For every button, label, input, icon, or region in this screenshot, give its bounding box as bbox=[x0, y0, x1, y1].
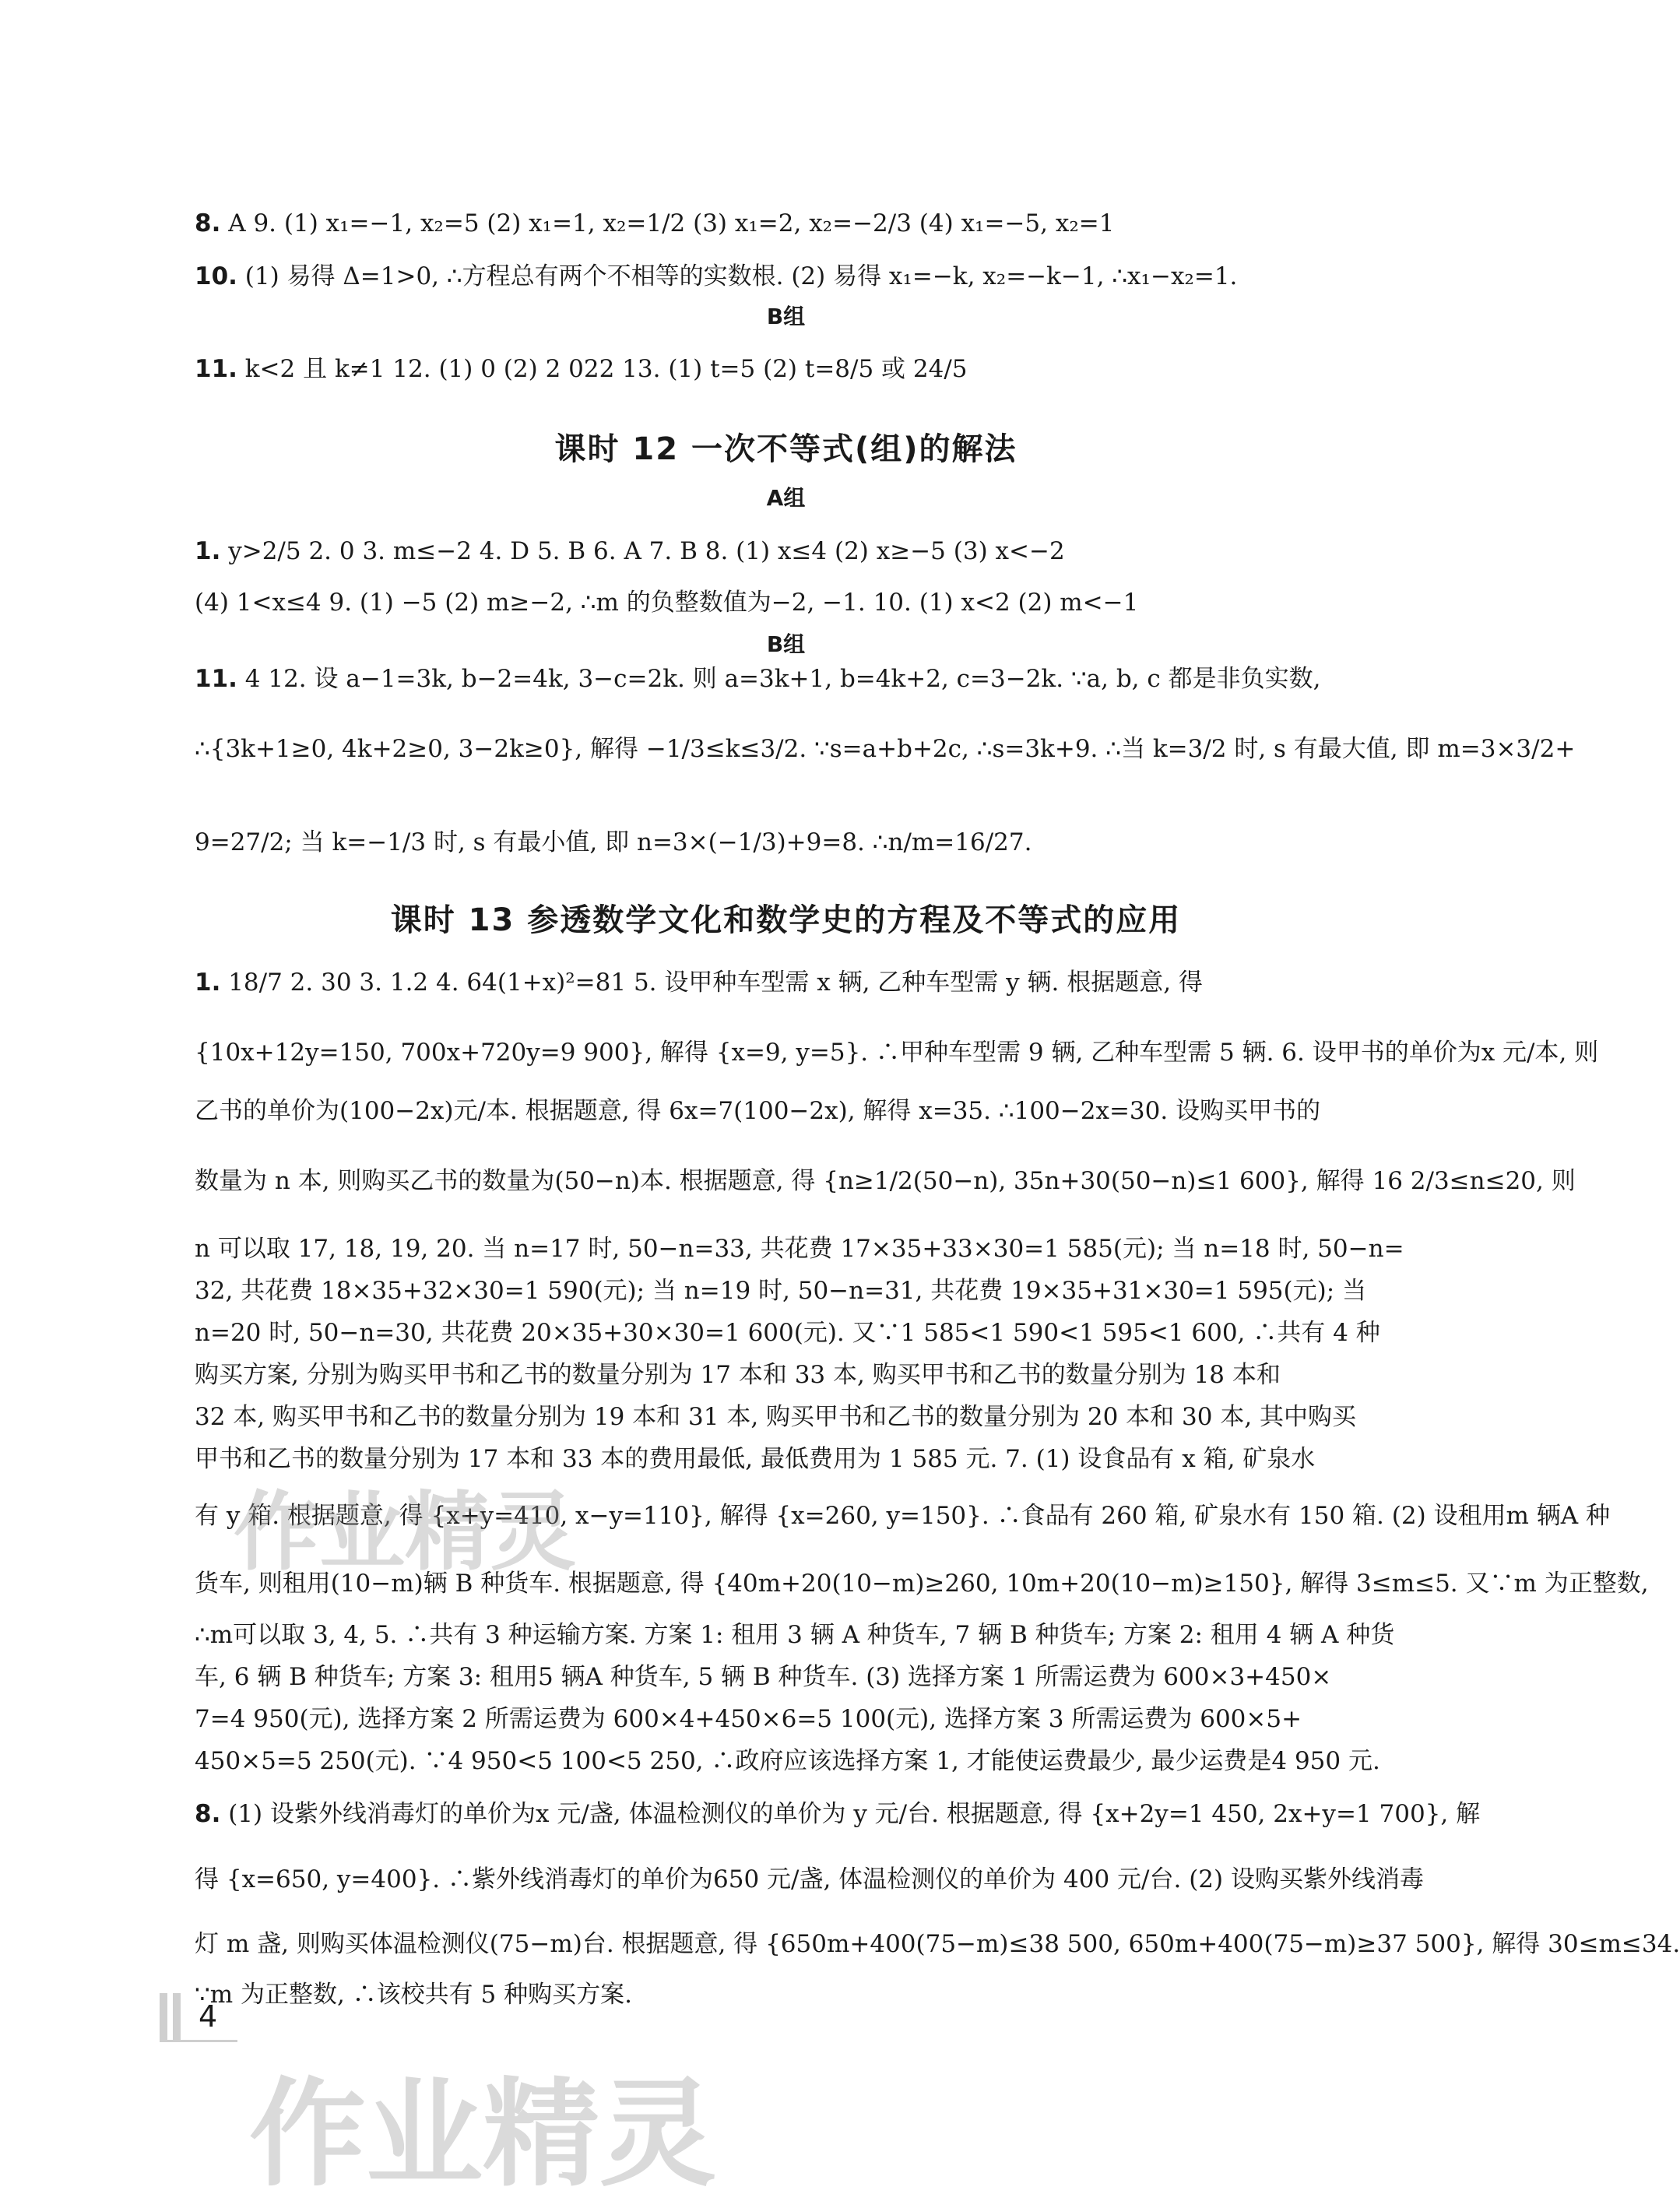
page-number: 4 bbox=[199, 1999, 218, 2034]
answer-line: (4) 1<x≤4 9. (1) −5 (2) m≥−2, ∴m 的负整数值为−2, −1. 10. (1) x<2 (2) m<−1 bbox=[195, 589, 1139, 617]
answer-line: 8. (1) 设紫外线消毒灯的单价为x 元/盏, 体温检测仪的单价为 y 元/台. 根据题意, 得 {x+2y=1 450, 2x+y=1 700}, 解 bbox=[195, 1800, 1481, 1828]
watermark: 作业精灵 bbox=[234, 1482, 576, 1582]
answer-line: 11. 4 12. 设 a−1=3k, b−2=4k, 3−c=2k. 则 a=3k+1, b=4k+2, c=3−2k. ∵a, b, c 都是非负实数, bbox=[195, 665, 1321, 693]
watermark: 作业精灵 bbox=[249, 2067, 717, 2203]
answer-line: 有 y 箱. 根据题意, 得 {x+y=410, x−y=110}, 解得 {x=260, y=150}. ∴食品有 260 箱, 矿泉水有 150 箱. (2) 设租用m 辆A 种 bbox=[195, 1502, 1611, 1530]
answer-line: ∵m 为正整数, ∴该校共有 5 种购买方案. bbox=[195, 1981, 632, 2009]
answer-line: n=20 时, 50−n=30, 共花费 20×35+30×30=1 600(元). 又∵1 585<1 590<1 595<1 600, ∴共有 4 种 bbox=[195, 1319, 1380, 1347]
answer-line: 购买方案, 分别为购买甲书和乙书的数量分别为 17 本和 33 本, 购买甲书和乙书的数量分别为 18 本和 bbox=[195, 1361, 1281, 1389]
answer-line: 1. y>2/5 2. 0 3. m≤−2 4. D 5. B 6. A 7. B 8. (1) x≤4 (2) x≥−5 (3) x<−2 bbox=[195, 537, 1065, 565]
answer-line: 货车, 则租用(10−m)辆 B 种货车. 根据题意, 得 {40m+20(10−m)≥260, 10m+20(10−m)≥150}, 解得 3≤m≤5. 又∵m 为正整数, bbox=[195, 1570, 1649, 1598]
answer-line: 车, 6 辆 B 种货车; 方案 3: 租用5 辆A 种货车, 5 辆 B 种货车. (3) 选择方案 1 所需运费为 600×3+450× bbox=[195, 1663, 1332, 1691]
answer-line: 8. A 9. (1) x₁=−1, x₂=5 (2) x₁=1, x₂=1/2 (3) x₁=2, x₂=−2/3 (4) x₁=−5, x₂=1 bbox=[195, 209, 1115, 237]
group-label-b: B组 bbox=[766, 631, 806, 657]
answer-line: ∴{3k+1≥0, 4k+2≥0, 3−2k≥0}, 解得 −1/3≤k≤3/2. ∵s=a+b+2c, ∴s=3k+9. ∴当 k=3/2 时, s 有最大值, 即 m=3×3/2+ bbox=[195, 735, 1576, 763]
answer-line: {10x+12y=150, 700x+720y=9 900}, 解得 {x=9, y=5}. ∴甲种车型需 9 辆, 乙种车型需 5 辆. 6. 设甲书的单价为x 元/本, 则 bbox=[195, 1039, 1599, 1067]
group-label-b: B组 bbox=[766, 304, 806, 329]
answer-line: 得 {x=650, y=400}. ∴紫外线消毒灯的单价为650 元/盏, 体温检测仪的单价为 400 元/台. (2) 设购买紫外线消毒 bbox=[195, 1865, 1424, 1893]
page-rule bbox=[160, 2040, 237, 2042]
group-label-a: A组 bbox=[766, 485, 806, 511]
answer-line: 11. k<2 且 k≠1 12. (1) 0 (2) 2 022 13. (1) t=5 (2) t=8/5 或 24/5 bbox=[195, 355, 968, 383]
answer-line: 甲书和乙书的数量分别为 17 本和 33 本的费用最低, 最低费用为 1 585 元. 7. (1) 设食品有 x 箱, 矿泉水 bbox=[195, 1445, 1316, 1473]
answer-line: 乙书的单价为(100−2x)元/本. 根据题意, 得 6x=7(100−2x), 解得 x=35. ∴100−2x=30. 设购买甲书的 bbox=[195, 1097, 1321, 1125]
answer-line: n 可以取 17, 18, 19, 20. 当 n=17 时, 50−n=33, 共花费 17×35+33×30=1 585(元); 当 n=18 时, 50−n= bbox=[195, 1235, 1404, 1263]
answer-line: 灯 m 盏, 则购买体温检测仪(75−m)台. 根据题意, 得 {650m+400(75−m)≤38 500, 650m+400(75−m)≥37 500}, 解得 30≤m≤34. bbox=[195, 1930, 1680, 1958]
answer-line: 1. 18/7 2. 30 3. 1.2 4. 64(1+x)²=81 5. 设甲种车型需 x 辆, 乙种车型需 y 辆. 根据题意, 得 bbox=[195, 969, 1203, 997]
answer-line: 数量为 n 本, 则购买乙书的数量为(50−n)本. 根据题意, 得 {n≥1/2(50−n), 35n+30(50−n)≤1 600}, 解得 16 2/3≤n≤20, 则 bbox=[195, 1167, 1576, 1195]
answer-line: 10. (1) 易得 Δ=1>0, ∴方程总有两个不相等的实数根. (2) 易得 x₁=−k, x₂=−k−1, ∴x₁−x₂=1. bbox=[195, 262, 1238, 290]
answer-line: 32, 共花费 18×35+32×30=1 590(元); 当 n=19 时, 50−n=31, 共花费 19×35+31×30=1 595(元); 当 bbox=[195, 1277, 1367, 1305]
answer-line: 450×5=5 250(元). ∵4 950<5 100<5 250, ∴政府应该选择方案 1, 才能使运费最少, 最少运费是4 950 元. bbox=[195, 1747, 1380, 1775]
section-title: 课时 12 一次不等式(组)的解法 bbox=[554, 431, 1017, 467]
page-bar-decoration bbox=[173, 1993, 181, 2040]
answer-line: 9=27/2; 当 k=−1/3 时, s 有最小值, 即 n=3×(−1/3)+9=8. ∴n/m=16/27. bbox=[195, 828, 1032, 856]
page-bar-decoration bbox=[160, 1993, 167, 2040]
answer-line: ∴m可以取 3, 4, 5. ∴共有 3 种运输方案. 方案 1: 租用 3 辆 A 种货车, 7 辆 B 种货车; 方案 2: 租用 4 辆 A 种货 bbox=[195, 1621, 1395, 1649]
answer-line: 32 本, 购买甲书和乙书的数量分别为 19 本和 31 本, 购买甲书和乙书的数量分别为 20 本和 30 本, 其中购买 bbox=[195, 1403, 1357, 1431]
section-title: 课时 13 参透数学文化和数学史的方程及不等式的应用 bbox=[390, 902, 1182, 938]
answer-line: 7=4 950(元), 选择方案 2 所需运费为 600×4+450×6=5 100(元), 选择方案 3 所需运费为 600×5+ bbox=[195, 1705, 1302, 1733]
